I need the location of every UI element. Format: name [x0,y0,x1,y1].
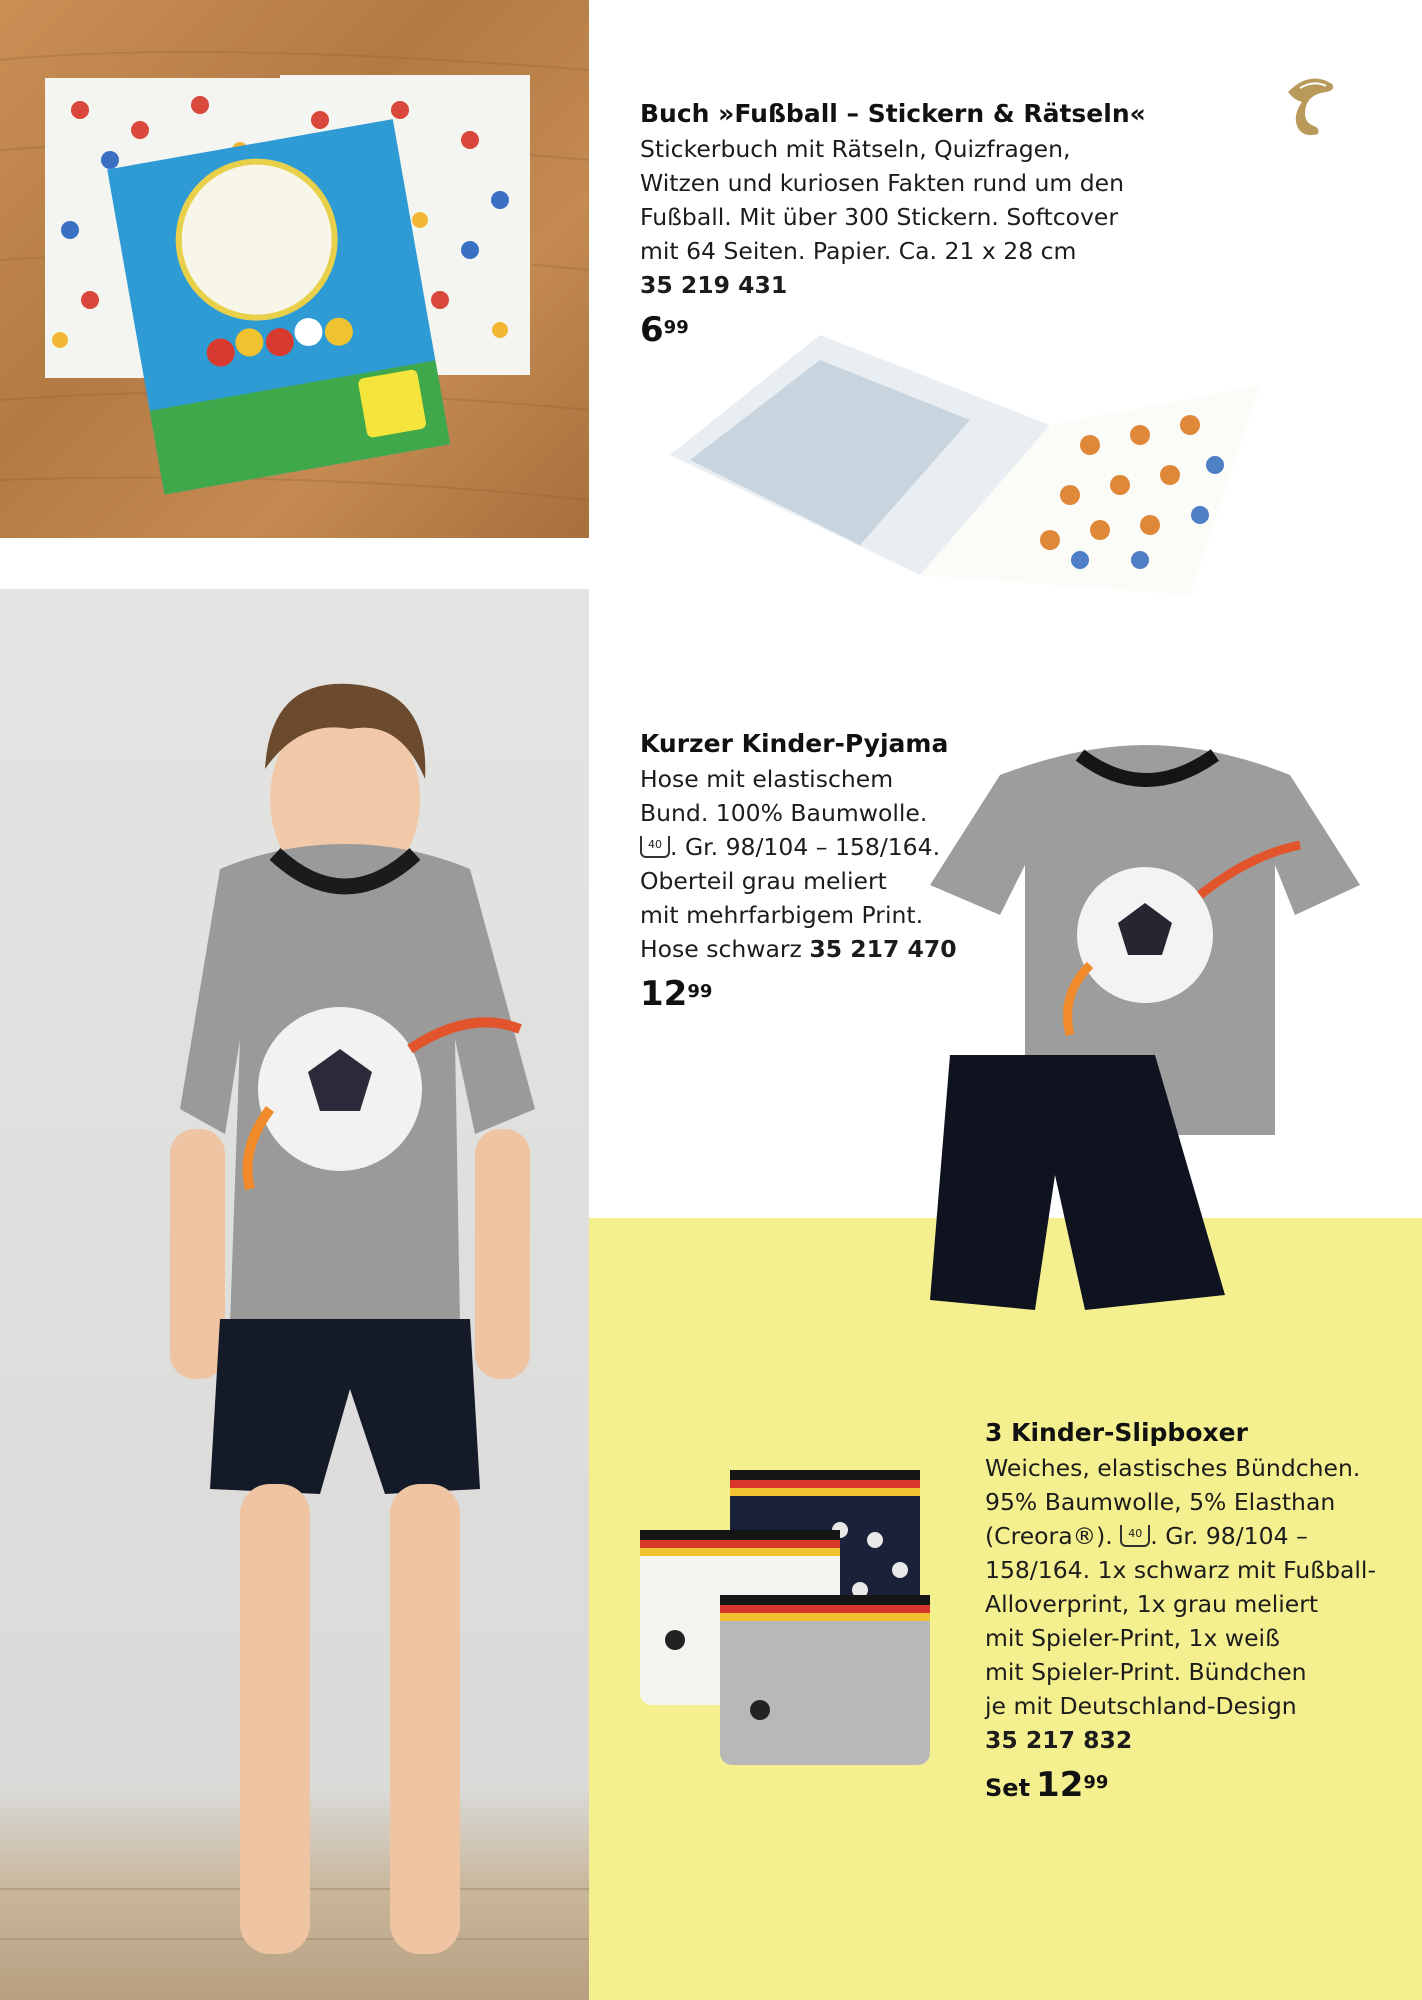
size-range: . Gr. 98/104 – 158/164. [670,833,941,861]
product-description-line: Oberteil grau meliert [640,867,887,895]
product-description-line: Weiches, elastisches Bündchen. [985,1454,1361,1482]
price-cents: 99 [1083,1772,1109,1793]
price-main: 12 [640,974,688,1014]
last-line-text: Hose schwarz [640,935,802,963]
product-description-line: 158/164. 1x schwarz mit Fußball- [985,1556,1376,1584]
wash-40-icon: 40 [1120,1525,1150,1547]
slipboxer-product-illustration [620,1460,950,1780]
product-sku: 35 219 431 [640,271,788,299]
product-size-line [985,1519,1405,1553]
product-book-info [640,96,1280,350]
product-description-line: je mit Deutschland-Design [985,1692,1297,1720]
pyjama-product-illustration [930,735,1370,1315]
price-cents: 99 [663,317,689,338]
product-title: 3 Kinder-Slipboxer [985,1418,1248,1447]
product-description-line: mit Spieler-Print. Bündchen [985,1658,1307,1686]
price-main: 12 [1036,1765,1084,1805]
product-title: Kurzer Kinder-Pyjama [640,729,949,758]
product-description-line: Fußball. Mit über 300 Stickern. Softcover [640,203,1119,231]
product-description-line: Stickerbuch mit Rätseln, Quizfragen, [640,135,1071,163]
price-prefix: Set [985,1774,1031,1802]
tchibo-logo-icon [1280,70,1340,140]
product-slipboxer-info [985,1415,1405,1808]
size-range: . Gr. 98/104 – [1150,1522,1308,1550]
product-description-line: mit Spieler-Print, 1x weiß [985,1624,1280,1652]
material-note: (Creora®). [985,1522,1113,1550]
product-description-line: Witzen und kuriosen Fakten rund um den [640,169,1124,197]
price-cents: 99 [687,981,713,1002]
product-description-line: Bund. 100% Baumwolle. [640,799,928,827]
product-description-line: mit mehrfarbigem Print. [640,901,924,929]
product-sku: 35 217 470 [809,935,957,963]
product-price [985,1765,1405,1808]
open-book-illustration [670,325,1280,595]
product-description-line: Hose mit elastischem [640,765,894,793]
product-description-line: mit 64 Seiten. Papier. Ca. 21 x 28 cm [640,237,1077,265]
wash-40-icon: 40 [640,836,670,858]
product-sku: 35 217 832 [985,1726,1133,1754]
boy-figure-illustration [0,589,589,2000]
product-description-line: 95% Baumwolle, 5% Elasthan [985,1488,1336,1516]
book-photo [0,0,589,538]
price-main: 6 [640,310,664,350]
product-description-line: Alloverprint, 1x grau meliert [985,1590,1319,1618]
product-title: Buch »Fußball – Stickern & Rätseln« [640,99,1146,128]
book-scene-illustration [0,0,589,538]
boy-pyjama-photo [0,589,589,2000]
